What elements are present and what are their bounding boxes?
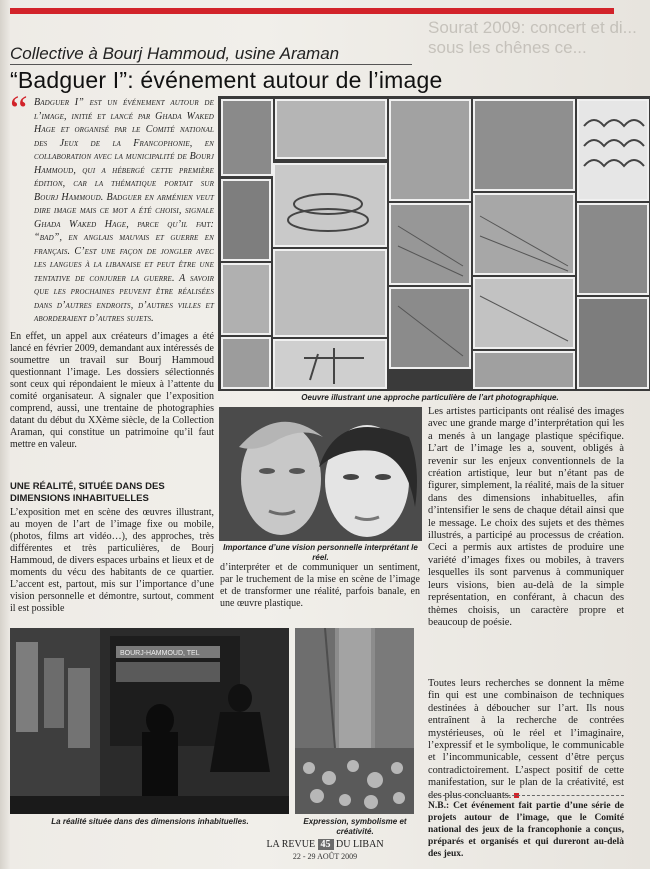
photo-grid-image xyxy=(218,96,650,391)
red-top-rule xyxy=(10,8,614,14)
article-lede: Badguer I” est un événement autour de l’image, initié et lancé par Ghada Waked Hage et organisé par le Comité national des Jeux de la Francophonie, en collaboration avec la municipalité de Bourj Hammoud, qui a hébergé cette première édition, car la thématique portait sur Bourj Hammoud. Badguer en arménien veut dire image mais ce mot a été choisi, signale Ghada Waked Hage, parce qu’il fait: “bad”, en anglais mauvais et guerre en français. C’est une façon de jongler avec les langues à la libanaise et peut être une tentative de conjurer la guerre. A savoir que les prochaines peuvent être réalisées dans d’autres endroits, d’autres villes et aborderaient d’autres sujets. xyxy=(34,97,214,324)
paragraph-3: Les artistes participants ont réalisé des images avec une grande marge d’interprétation qui les a menés à un langage plastique spécifique. L’art de l’image les a, souvent, obligés à revenir sur les enjeux conventionnels de la création artistique, leur but n’étant pas de figurer, simplement, la réalité, mais de la situer dans des dimensions inhabituelles, afin d’intensifier le sens de chaque détail ainsi que le message. Le choix des sujets et des thèmes illustrés, a participé au processus de création. Ceci a permis aux artistes de produire une variété d’images fixes ou mobiles, à travers lesquelles ils sont parvenus à communiquer leurs visions, bien au-delà de la simple représentation, en conférant, à chacun des thèmes choisis, un caractère propre et beaucoup de poésie. xyxy=(428,406,624,628)
footer-title-left: LA REVUE xyxy=(266,839,316,850)
symbolism-illustration xyxy=(295,628,414,814)
kicker-rule xyxy=(10,64,412,65)
note-divider xyxy=(428,795,624,796)
street-scene-image xyxy=(10,628,289,814)
footer-title-right: DU LIBAN xyxy=(336,839,384,850)
portrait-image xyxy=(219,407,422,541)
paragraph-1: En effet, un appel aux créateurs d’images a été lancé en février 2009, demandant aux intéressés de soumettre un travail sur Bourj Hammoud questionnant l’image. Les dossiers sélectionnés sont ceux qui répondaient le mieux à l’attente du comité organisateur. A signaler que l’exposition comprend, aussi, une trentaine de photographies datant du début du XXème siècle, de la Collection Araman, qui constitue un patrimoine qu’il faut mettre en valeur. xyxy=(10,331,214,450)
section-subhead: UNE RÉALITÉ, SITUÉE DANS DES DIMENSIONS INHABITUELLES xyxy=(10,481,165,504)
page-footer xyxy=(250,839,400,850)
bleed-through-text: Sourat 2009: concert et di... sous les chênes ce... xyxy=(428,18,637,57)
caption-symbolism: Expression, symbolisme et créativité. xyxy=(303,817,407,836)
caption-photo-grid: Oeuvre illustrant une approche particulière de l’art photographique. xyxy=(301,393,559,402)
caption-portrait: Importance d’une vision personnelle interprétant le réel. xyxy=(223,543,418,562)
photo-grid-illustration xyxy=(218,96,650,391)
paragraph-2: L’exposition met en scène des œuvres illustrant, au moyen de l’art de l’image fixe ou mobile, (photos, films art vidéo…), des approches, très différentes et très particulières, de Bourj Hammoud, de divers espaces urbains et lieux et de moments du vécu des habitants de ce quartier. L’accent est, partout, mis sur l’importance d’une vision personnelle et démontre, surtout, comment il est possible xyxy=(10,507,214,614)
caption-street: La réalité située dans des dimensions inhabituelles. xyxy=(51,817,249,826)
paragraph-4-text: Toutes leurs recherches se donnent la même fin qui est une combinaison de techniques destinées à déboucher sur l’art. Ils nous entraînent à la recherche de contrées mystérieuses, où le réel et l’imaginaire, l’expressif et le symbolique, le communicable et l’incommunicable, cessent d’être perçus contradictoirement. L’aspect positif de cette manifestation, sur le plan de la créativité, est des plus concluants. xyxy=(428,678,624,801)
article-headline: “Badguer I”: événement autour de l’image xyxy=(10,67,443,93)
drop-quote-mark: “ xyxy=(10,87,28,132)
footer-date: 22 - 29 AOÛT 2009 xyxy=(292,852,358,861)
paragraph-2-continued: d’interpréter et de communiquer un sentiment, par le truchement de la mise en scène de l’image et de transformer une réalité, parfois banale, en une œuvre plastique. xyxy=(220,562,420,609)
symbolism-image xyxy=(295,628,414,814)
street-scene-illustration xyxy=(10,628,289,814)
article-kicker: Collective à Bourj Hammoud, usine Araman xyxy=(10,44,340,63)
footnote: N.B.: Cet événement fait partie d’une série de projets autour de l’image, que le Comité national des jeux de la francophonie a conçus, préparés et organisés et qui dureront au-delà des jeux. xyxy=(428,801,624,859)
paragraph-4 xyxy=(428,678,624,802)
portrait-illustration xyxy=(219,407,422,541)
page-gutter xyxy=(0,0,10,869)
street-sign-text: BOURJ-HAMMOUD, TEL xyxy=(120,650,200,657)
page-number: 45 xyxy=(318,839,334,850)
